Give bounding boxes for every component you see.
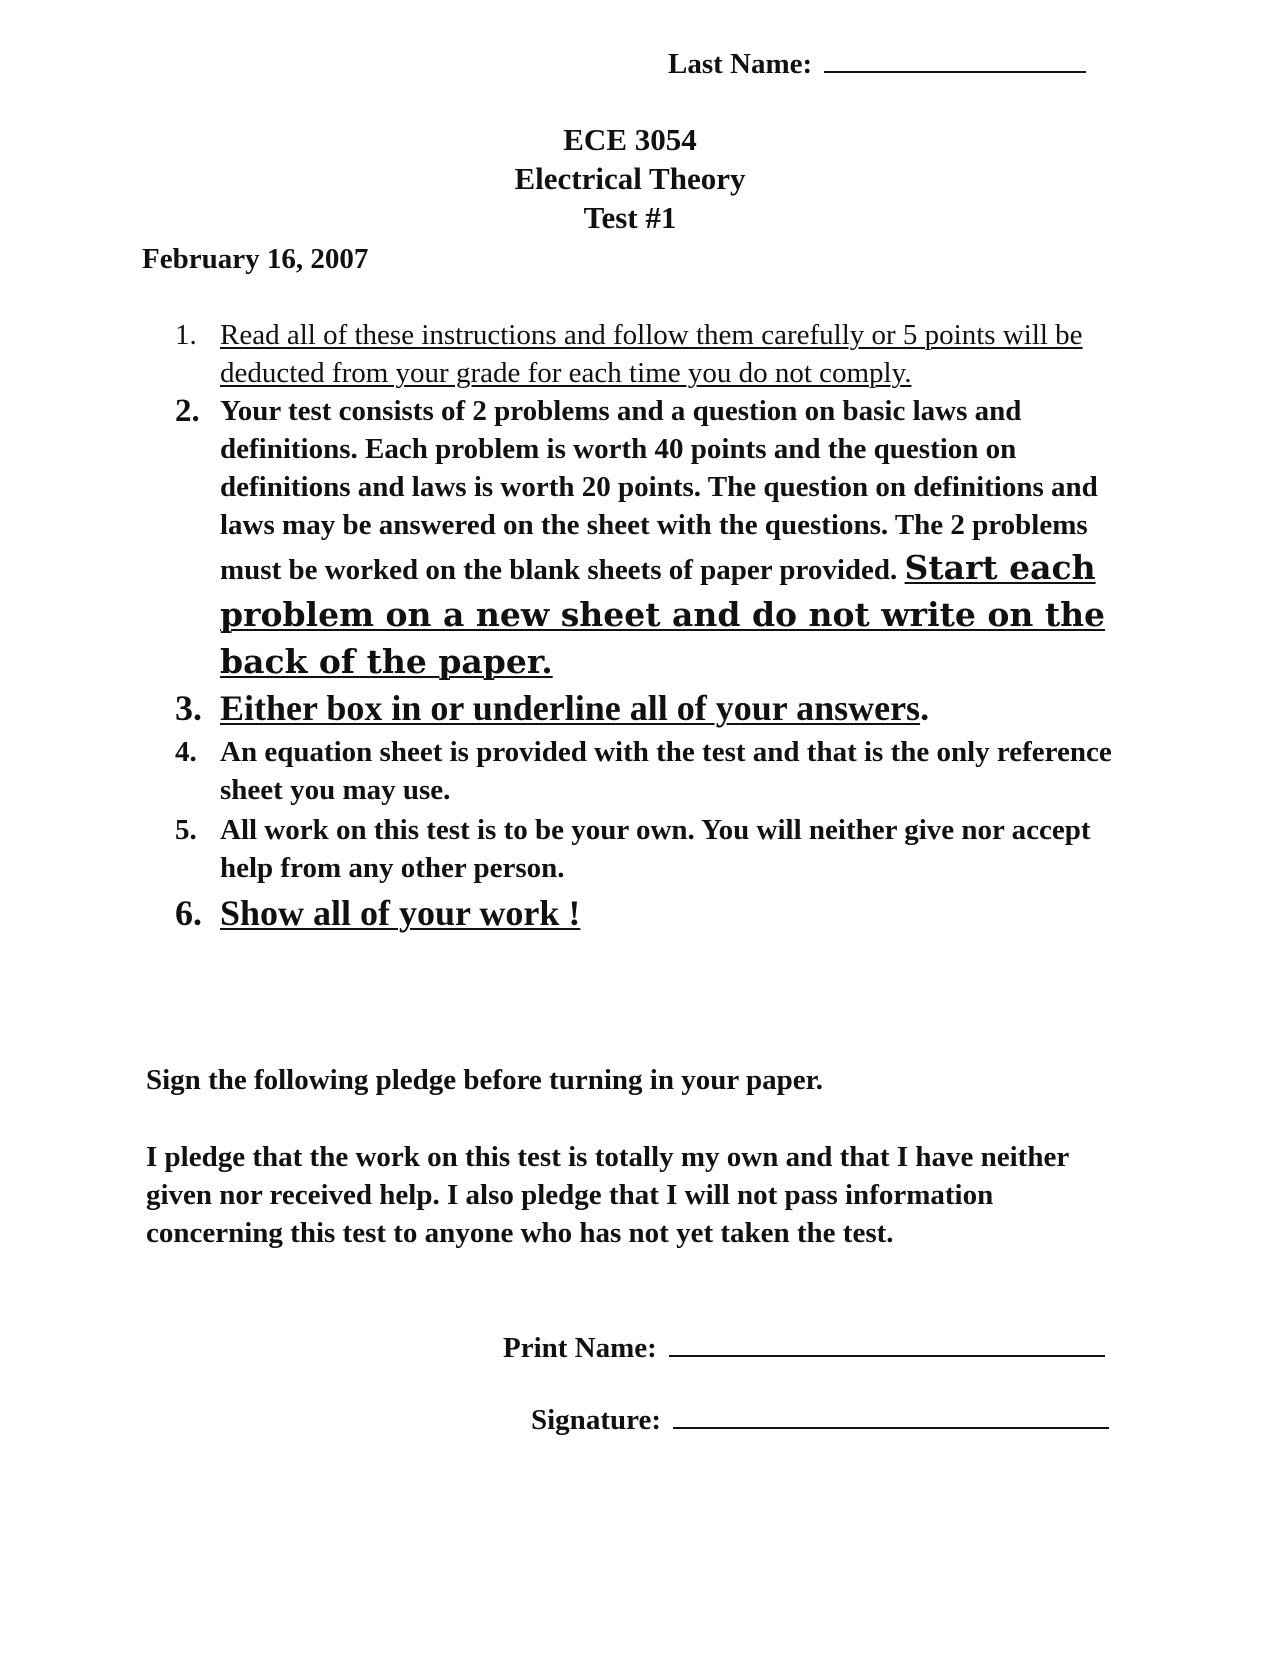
instruction-5: [175, 811, 1135, 887]
last-name-input-line[interactable]: [824, 49, 1086, 73]
instruction-number: 2.: [175, 393, 200, 429]
instruction-6: [175, 887, 1135, 939]
print-name-input-line[interactable]: [669, 1333, 1105, 1357]
instruction-number: 3.: [175, 688, 202, 728]
instruction-3: [175, 685, 1135, 731]
instruction-2: [175, 392, 1135, 685]
instruction-text: Either box in or underline all of your answers: [220, 688, 921, 728]
print-name-label: Print Name:: [503, 1332, 657, 1364]
instruction-text: Read all of these instructions and follow them carefully or 5 points will be deducted from your grade for each time you do not comply.: [220, 319, 1083, 389]
signature-input-line[interactable]: [673, 1405, 1109, 1429]
sign-instruction: Sign the following pledge before turning in your paper.: [146, 1064, 824, 1096]
test-date: February 16, 2007: [142, 243, 369, 275]
last-name-field: [668, 48, 1086, 81]
instruction-number: 1.: [175, 319, 197, 351]
page-header: [0, 120, 1260, 237]
print-name-field: [503, 1332, 1105, 1365]
last-name-label: Last Name:: [668, 48, 813, 80]
course-code: ECE 3054: [563, 122, 697, 157]
instruction-1: [175, 316, 1135, 392]
instruction-text: Show all of your work !: [220, 893, 581, 933]
instruction-period: .: [920, 688, 930, 728]
instruction-text: All work on this test is to be your own. You will neither give nor accept help from any other person.: [220, 814, 1091, 884]
instruction-text: An equation sheet is provided with the test and that is the only reference sheet you may use.: [220, 736, 1112, 806]
instruction-number: 5.: [175, 814, 197, 846]
course-title: Electrical Theory: [514, 161, 746, 196]
instruction-text: Your test consists of 2 problems and a question on basic laws and definitions. Each problem is worth 40 points and the question on definitions and laws is worth 20 points. The question on definitions and laws may be answered on the sheet with the questions. The 2 problems must be worked on the blank sheets of paper provided.: [220, 395, 1098, 586]
instruction-4: [175, 733, 1135, 809]
instruction-emphasis: Start each problem on a new sheet and do not write on the back of the paper.: [220, 548, 1106, 681]
instructions-list: [175, 316, 1135, 939]
signature-label: Signature:: [531, 1404, 661, 1436]
signature-field: [531, 1404, 1109, 1437]
test-number: Test #1: [583, 200, 677, 235]
instruction-number: 4.: [175, 736, 197, 768]
instruction-number: 6.: [175, 893, 202, 933]
pledge-text: I pledge that the work on this test is totally my own and that I have neither given nor received help. I also pledge that I will not pass information concerning this test to anyone who has not yet taken the test.: [146, 1141, 1069, 1249]
